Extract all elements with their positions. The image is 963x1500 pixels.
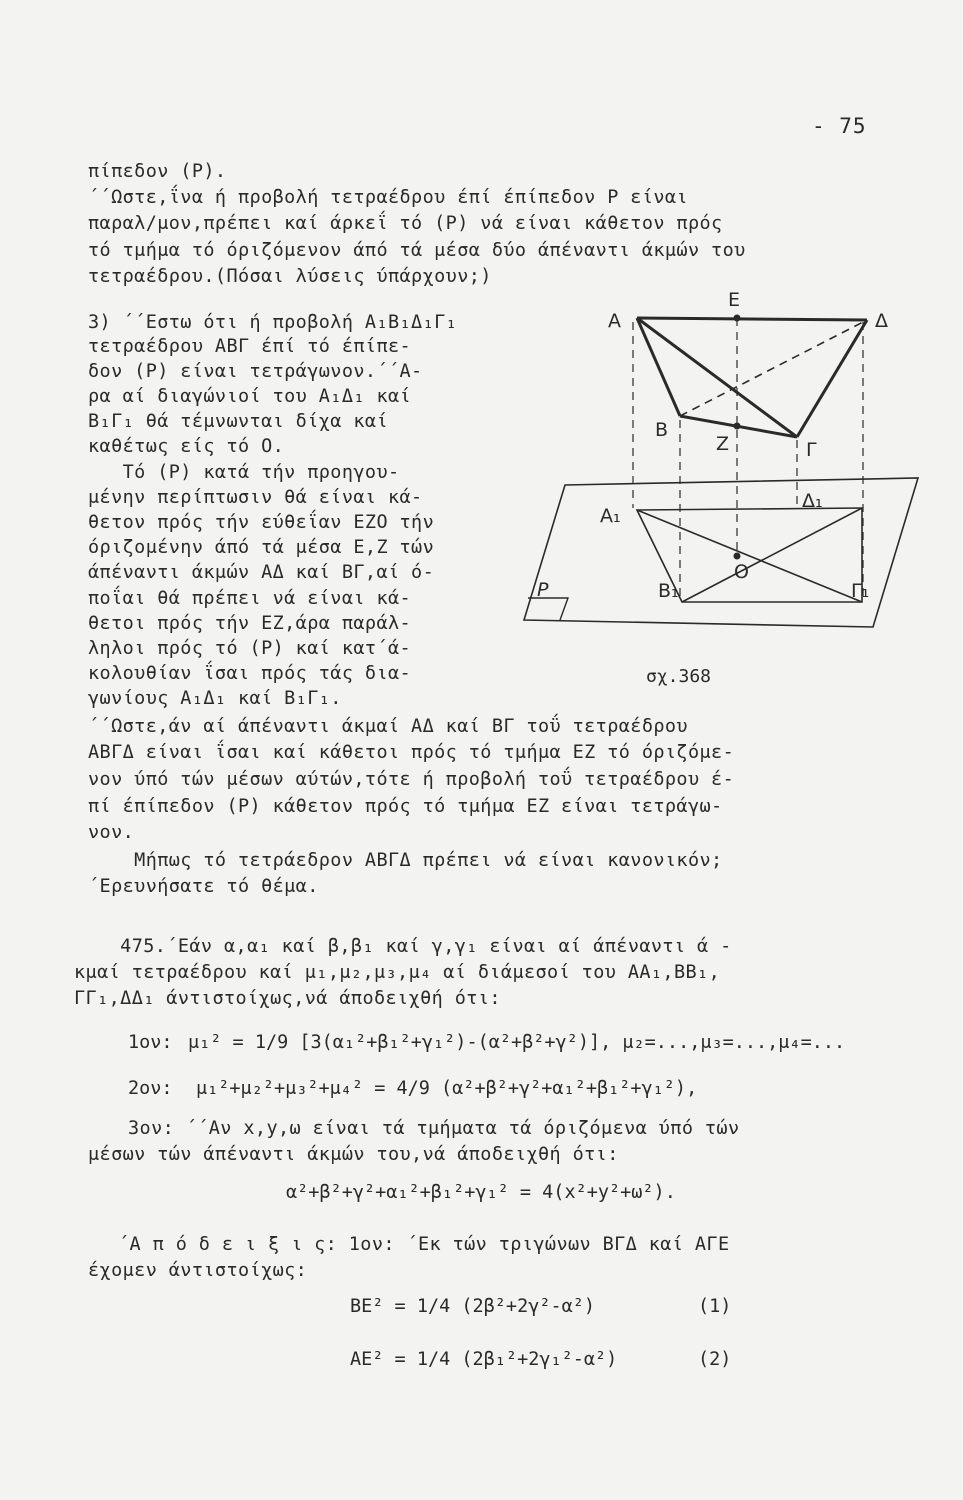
label-a1: Α₁ [600, 505, 621, 527]
text-line: έχομεν άντιστοίχως: [88, 1260, 308, 1281]
text-line: ΄΄Ωστε,ΐνα ή προβολή τετραέδρου έπί έπίπεδον P είναι [88, 187, 688, 208]
equation-be-number: (1) [698, 1296, 732, 1317]
text-line: ΓΓ₁,ΔΔ₁ άντιστοίχως,νά άποδειχθή ότι: [74, 988, 501, 1009]
label-b: Β [655, 419, 669, 441]
text-line: άπέναντι άκμών ΑΔ καί ΒΓ,αί ό- [88, 562, 435, 583]
label-d1: Δ₁ [802, 490, 823, 512]
text-line: δον (P) είναι τετράγωνον.΄΄Α- [88, 361, 423, 382]
label-p: P [537, 579, 549, 601]
text-line: 3) ΄΄Εστω ότι ή προβολή Α₁Β₁Δ₁Γ₁ [88, 312, 458, 333]
equation-3: α²+β²+γ²+α₁²+β₁²+γ₁² = 4(x²+y²+ω²). [286, 1182, 676, 1203]
figure-caption: σχ.368 [646, 666, 712, 687]
text-line: γωνίους Α₁Δ₁ καί Β₁Γ₁. [88, 688, 342, 709]
edge-ad [637, 318, 867, 320]
text-line: όριζομένην άπό τά μέσα Ε,Ζ τών [88, 537, 435, 558]
eq1-label: 1ον: [128, 1032, 173, 1053]
text-line: κολουθίαν ΐσαι πρός τάς δια- [88, 663, 412, 684]
text-line: θετον πρός τήν εύθεΐαν ΕΖΟ τήν [88, 512, 435, 533]
text-line: τό τμήμα τό όριζόμενον άπό τά μέσα δύο άπέναντι άκμών του [88, 240, 746, 261]
equation-ae: ΑΕ² = 1/4 (2β₁²+2γ₁²-α²) [350, 1349, 618, 1370]
page-number: - 75 [812, 114, 867, 138]
proof-heading: ΄Α π ό δ ε ι ξ ι ς: 1ον: ΄Εκ τών τριγώνων ΒΓΔ καί ΑΓΕ [118, 1234, 730, 1255]
text-line: μέσων τών άπέναντι άκμών του,νά άποδειχθή ότι: [88, 1144, 619, 1165]
text-line: πί έπίπεδον (P) κάθετον πρός τό τμήμα ΕΖ είναι τετράγω- [88, 796, 723, 817]
text-line: ΄΄Ωστε,άν αί άπέναντι άκμαί ΑΔ καί ΒΓ τοΰ τετραέδρου [88, 716, 688, 737]
text-line: ΑΒΓΔ είναι ΐσαι καί κάθετοι πρός τό τμήμα ΕΖ τό όριζόμε- [88, 742, 735, 763]
text-line: 3ον: ΄΄Αν x,y,ω είναι τά τμήματα τά όριζόμενα ύπό τών [128, 1118, 740, 1139]
equation-2: μ₁²+μ₂²+μ₃²+μ₄² = 4/9 (α²+β²+γ²+α₁²+β₁²+γ₁²), [196, 1078, 698, 1099]
text-line: ληλοι πρός τό (P) καί κατ΄ά- [88, 638, 412, 659]
text-line: ρα αί διαγώνιοί του Α₁Δ₁ καί [88, 386, 412, 407]
figure-368 [520, 290, 930, 630]
text-line: ΄Ερευνήσατε τό θέμα. [88, 876, 319, 897]
text-line: νον ύπό τών μέσων αύτών,τότε ή προβολή τοΰ τετραέδρου έ- [88, 769, 735, 790]
equation-1: μ₁² = 1/9 [3(α₁²+β₁²+γ₁²)-(α²+β²+γ²)], μ₂=...,μ₃=...,μ₄=... [188, 1032, 846, 1053]
text-line: ποΐαι θά πρέπει νά είναι κά- [88, 588, 412, 609]
label-g: Γ [806, 439, 817, 461]
label-g1: Γ₁ [851, 580, 870, 602]
text-line: μένην περίπτωσιν θά είναι κά- [88, 487, 423, 508]
text-line: 475.΄Εάν α,α₁ καί β,β₁ καί γ,γ₁ είναι αί άπέναντι ά - [74, 936, 732, 957]
text-line: νον. [88, 822, 135, 843]
text-line: καθέτως είς τό O. [88, 436, 285, 457]
label-a: Α [608, 310, 621, 332]
text-line: παραλ/μον,πρέπει καί άρκεΐ τό (P) νά είναι κάθετον πρός [88, 213, 723, 234]
equation-be: ΒΕ² = 1/4 (2β²+2γ²-α²) [350, 1296, 596, 1317]
label-o: O [734, 561, 749, 583]
text-line: Τό (P) κατά τήν προηγου- [88, 462, 400, 483]
text-line: πίπεδον (P). [88, 161, 227, 182]
equation-ae-number: (2) [698, 1349, 732, 1370]
text-line: τετραέδρου ΑΒΓ έπί τό έπίπε- [88, 336, 412, 357]
eq2-label: 2ον: [128, 1078, 173, 1099]
text-line: θετοι πρός τήν ΕΖ,άρα παράλ- [88, 613, 412, 634]
label-z: Ζ [716, 433, 730, 455]
text-line: Μήπως τό τετράεδρον ΑΒΓΔ πρέπει νά είναι κανονικόν; [88, 850, 723, 871]
text-line: Β₁Γ₁ θά τέμνωνται δίχα καί [88, 411, 388, 432]
label-d: Δ [875, 310, 888, 332]
label-b1: Β₁ [658, 580, 679, 602]
plane-p [524, 478, 918, 627]
text-line: τετραέδρου.(Πόσαι λύσεις ύπάρχουν;) [88, 266, 492, 287]
label-e: Ε [728, 290, 741, 311]
text-line: κμαί τετραέδρου καί μ₁,μ₂,μ₃,μ₄ αί διάμεσοί του ΑΑ₁,ΒΒ₁, [74, 962, 721, 983]
